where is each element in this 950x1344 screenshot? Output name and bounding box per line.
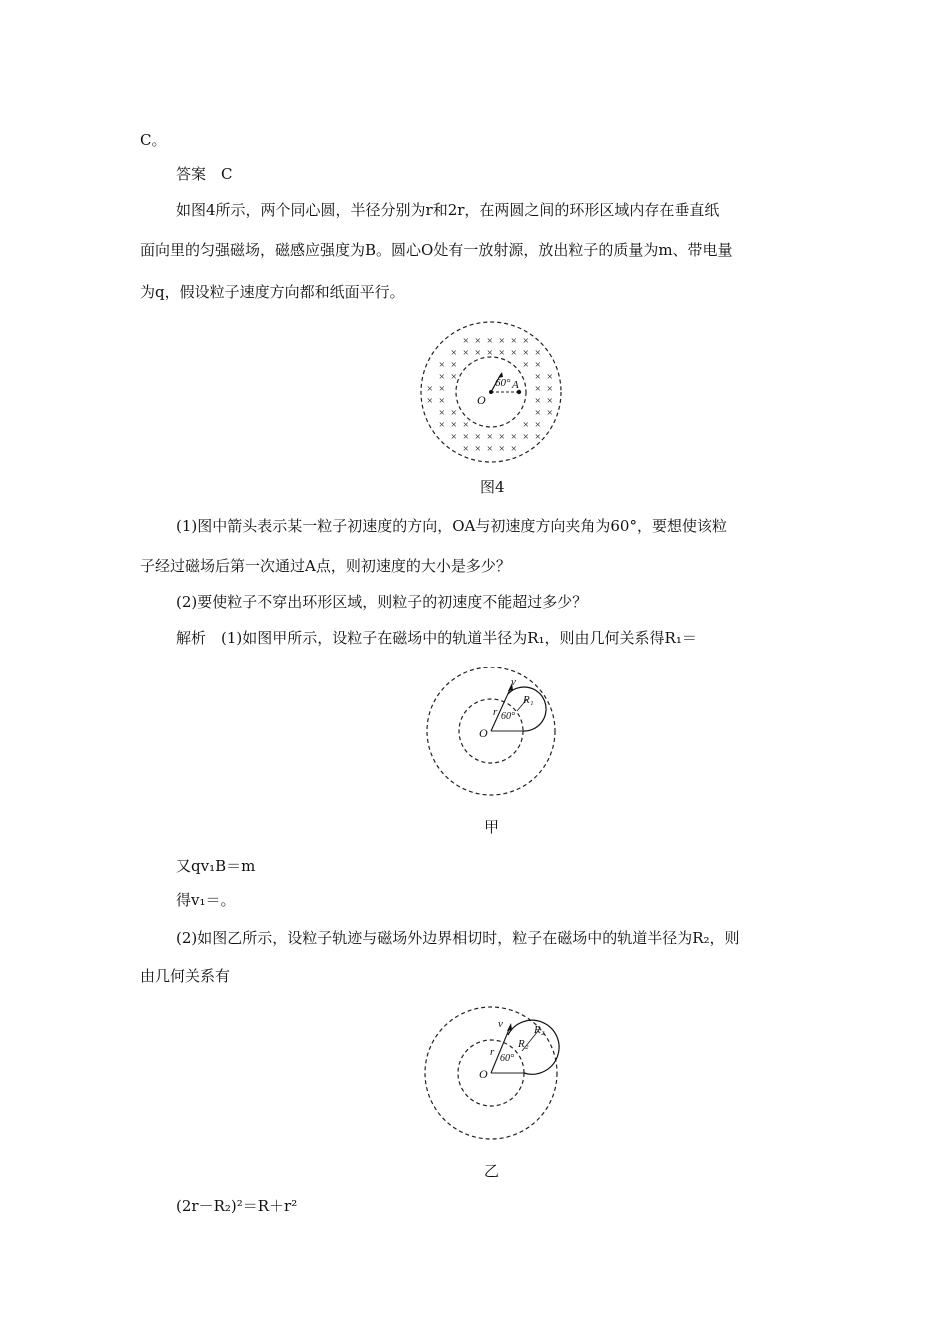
field-cross-icon: ×	[462, 347, 470, 359]
field-cross-icon: ×	[534, 407, 542, 419]
label-r: r	[490, 1046, 495, 1058]
field-cross-icon: ×	[450, 347, 458, 359]
field-cross-icon: ×	[534, 395, 542, 407]
field-cross-icon: ×	[486, 443, 494, 455]
field-cross-icon: ×	[486, 347, 494, 359]
problem-line-2: 面向里的匀强磁场，磁感应强度为B。圆心O处有一放射源，放出粒子的质量为m、带电量	[140, 241, 733, 259]
solution-line-3: 得v₁＝。	[176, 891, 236, 909]
field-cross-icon: ×	[450, 371, 458, 383]
field-cross-icon: ×	[522, 431, 530, 443]
field-cross-icon: ×	[474, 347, 482, 359]
field-cross-icon: ×	[546, 371, 554, 383]
field-cross-icon: ×	[438, 407, 446, 419]
question-1-line-1: (1)图中箭头表示某一粒子初速度的方向，OA与初速度方向夹角为60°，要想使该粒	[176, 517, 727, 535]
field-cross-icon: ×	[438, 359, 446, 371]
field-cross-icon: ×	[462, 335, 470, 347]
field-cross-icon: ×	[534, 371, 542, 383]
label-r1: R₁	[523, 694, 534, 706]
field-cross-icon: ×	[546, 407, 554, 419]
label-o: O	[479, 1067, 488, 1081]
field-cross-icon: ×	[438, 419, 446, 431]
field-cross-icon: ×	[534, 359, 542, 371]
caption-figure-4: 图4	[480, 478, 505, 496]
label-angle: 60°	[501, 711, 515, 722]
label-v: v	[511, 676, 516, 688]
field-cross-icon: ×	[462, 431, 470, 443]
label-angle: 60°	[495, 377, 511, 389]
text-line-1: C。	[140, 131, 167, 149]
field-cross-icon: ×	[510, 335, 518, 347]
field-cross-icon: ×	[474, 431, 482, 443]
answer-line: 答案 C	[176, 165, 233, 183]
field-cross-icon: ×	[522, 335, 530, 347]
field-cross-icon: ×	[438, 395, 446, 407]
problem-line-3: 为q，假设粒子速度方向都和纸面平行。	[140, 283, 405, 301]
field-cross-icon: ×	[486, 335, 494, 347]
field-cross-icon: ×	[462, 419, 470, 431]
solution-line-2: 又qv₁B＝m	[176, 857, 256, 875]
label-o: O	[477, 393, 486, 407]
field-cross-icon: ×	[438, 383, 446, 395]
figure-jia	[423, 667, 563, 812]
field-cross-icon: ×	[474, 335, 482, 347]
field-cross-icon: ×	[474, 443, 482, 455]
field-cross-icon: ×	[426, 383, 434, 395]
field-cross-icon: ×	[510, 347, 518, 359]
field-cross-icon: ×	[510, 431, 518, 443]
field-cross-icon: ×	[534, 383, 542, 395]
label-a: A	[512, 379, 519, 391]
field-cross-icon: ×	[498, 347, 506, 359]
field-cross-icon: ×	[522, 419, 530, 431]
question-1-line-2: 子经过磁场后第一次通过A点，则初速度的大小是多少？	[140, 557, 511, 575]
field-cross-icon: ×	[486, 431, 494, 443]
field-cross-icon: ×	[534, 347, 542, 359]
figure-yi	[424, 1005, 569, 1155]
solution-line-5: 由几何关系有	[140, 967, 231, 985]
caption-figure-yi: 乙	[484, 1162, 500, 1180]
label-r2-a: R₂	[534, 1024, 545, 1036]
problem-line-1: 如图4所示，两个同心圆，半径分别为r和2r，在两圆之间的环形区域内存在垂直纸	[176, 201, 720, 219]
field-cross-icon: ×	[534, 419, 542, 431]
solution-line-4: (2)如图乙所示，设粒子轨迹与磁场外边界相切时，粒子在磁场中的轨道半径为R₂，则	[176, 929, 740, 947]
field-cross-icon: ×	[546, 395, 554, 407]
solution-line-6: (2r－R₂)²＝R＋r²	[176, 1197, 298, 1215]
field-cross-icon: ×	[450, 407, 458, 419]
field-cross-icon: ×	[522, 359, 530, 371]
field-cross-icon: ×	[438, 371, 446, 383]
field-cross-icon: ×	[498, 443, 506, 455]
field-cross-icon: ×	[498, 335, 506, 347]
label-r2-b: R₂	[518, 1038, 529, 1050]
field-cross-icon: ×	[450, 359, 458, 371]
field-cross-icon: ×	[546, 383, 554, 395]
field-cross-icon: ×	[450, 419, 458, 431]
field-cross-icon: ×	[450, 431, 458, 443]
solution-line-1: 解析 (1)如图甲所示，设粒子在磁场中的轨道半径为R₁，则由几何关系得R₁＝	[176, 629, 697, 647]
label-r: r	[493, 706, 498, 718]
field-cross-icon: ×	[498, 431, 506, 443]
caption-figure-jia: 甲	[484, 818, 500, 836]
question-2-line: (2)要使粒子不穿出环形区域，则粒子的初速度不能超过多少？	[176, 593, 588, 611]
label-v: v	[498, 1018, 503, 1030]
field-cross-icon: ×	[510, 443, 518, 455]
field-cross-icon: ×	[522, 347, 530, 359]
field-cross-icon: ×	[462, 443, 470, 455]
magnetic-field-crosses	[426, 335, 553, 455]
field-cross-icon: ×	[534, 431, 542, 443]
label-angle: 60°	[500, 1053, 514, 1064]
figure-4	[413, 320, 573, 470]
field-cross-icon: ×	[426, 395, 434, 407]
label-o: O	[479, 726, 488, 740]
